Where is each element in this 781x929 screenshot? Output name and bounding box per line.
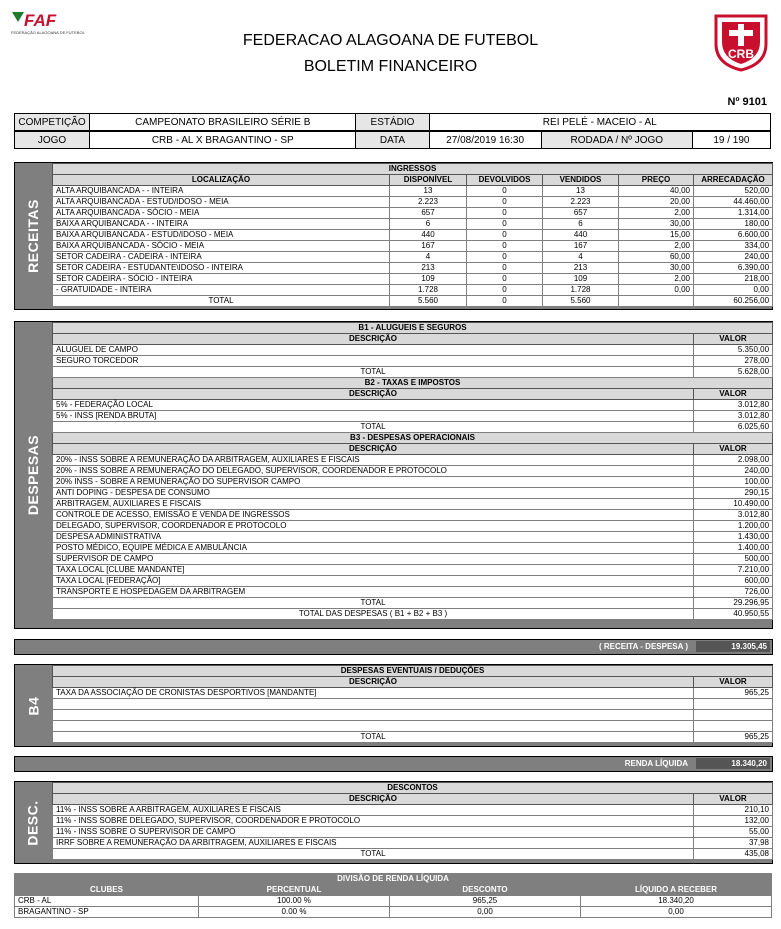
b4-side-label: B4 (25, 696, 41, 715)
column-header: LOCALIZAÇÃO (53, 175, 390, 186)
ingressos-title: INGRESSOS (53, 164, 773, 175)
descontos-side-label: DESC. (25, 799, 42, 846)
table-row: SETOR CADEIRA - SÓCIO - INTEIRA 109 0 109 2,00 218,00 (53, 274, 773, 285)
divisao-header-row (15, 885, 772, 896)
b3-title: B3 - DESPESAS OPERACIONAIS (53, 433, 773, 444)
crb-shield-icon (712, 12, 770, 72)
renda-label: RENDA LÍQUIDA (624, 759, 688, 768)
page-title: FEDERACAO ALAGOANA DE FUTEBOL (242, 32, 539, 49)
table-row: DELEGADO, SUPERVISOR, COORDENADOR E PROTOCOLO 1.200,00 (53, 521, 773, 532)
table-row: BAIXA ARQUIBANCADA - ESTUD/IDOSO - MEIA 440 0 440 15,00 6.600,00 (53, 230, 773, 241)
competicao-value: CAMPEONATO BRASILEIRO SÉRIE B (90, 114, 356, 131)
column-header: DESCONTO (390, 885, 581, 896)
table-row (53, 721, 773, 732)
table-row: CONTROLE DE ACESSO, EMISSÃO E VENDA DE INGRESSOS 3.012,80 (53, 510, 773, 521)
saldo-bar (14, 639, 773, 655)
ingressos-header-row (53, 175, 773, 186)
saldo-value: 19.305,45 (696, 641, 770, 652)
column-header: ARRECADAÇÃO (694, 175, 773, 186)
b4-section (14, 664, 773, 747)
table-row: 20% INSS - SOBRE A REMUNERAÇÃO DO SUPERVISOR CAMPO 100,00 (53, 477, 773, 488)
table-row: 20% - INSS SOBRE A REMUNERAÇÃO DO DELEGADO, SUPERVISOR, COORDENADOR E PROTOCOLO 240,00 (53, 466, 773, 477)
descontos-header-row: DESCRIÇÃO VALOR (53, 794, 773, 805)
table-row: ALTA ARQUIBANCADA - SÓCIO - MEIA 657 0 657 2,00 1.314,00 (53, 208, 773, 219)
svg-text:FEDERAÇÃO ALAGOANA DE FUTEBOL: FEDERAÇÃO ALAGOANA DE FUTEBOL (11, 30, 85, 35)
table-row: 5% - INSS [RENDA BRUTA] 3.012,80 (53, 411, 773, 422)
column-header: PREÇO (619, 175, 694, 186)
data-value: 27/08/2019 16:30 (429, 132, 541, 149)
column-header: VENDIDOS (543, 175, 619, 186)
b4-table (52, 665, 773, 743)
ingressos-table (52, 163, 773, 307)
table-row: IRRF SOBRE A REMUNERAÇÃO DA ARBITRAGEM, AUXILIARES E FISCAIS 37,98 (53, 838, 773, 849)
column-header: PERCENTUAL (199, 885, 390, 896)
data-label: DATA (356, 132, 429, 149)
b1-header-row: DESCRIÇÃO VALOR (53, 334, 773, 345)
jogo-label: JOGO (15, 132, 90, 149)
column-header: LÍQUIDO A RECEBER (581, 885, 772, 896)
crb-logo (712, 12, 770, 72)
ingressos-total-row: TOTAL 5.560 0 5.560 60.256,00 (53, 296, 773, 307)
b1-total-row: TOTAL 5.628,00 (53, 367, 773, 378)
b1-title: B1 - ALUGUEIS E SEGUROS (53, 323, 773, 334)
descontos-table (52, 782, 773, 860)
table-row: 11% - INSS SOBRE O SUPERVISOR DE CAMPO 55,00 (53, 827, 773, 838)
table-row: ALUGUEL DE CAMPO 5.350,00 (53, 345, 773, 356)
table-row: BAIXA ARQUIBANCADA - SÓCIO - MEIA 167 0 167 2,00 334,00 (53, 241, 773, 252)
table-row: POSTO MÉDICO, EQUIPE MÉDICA E AMBULÂNCIA 1.400,00 (53, 543, 773, 554)
divisao-title: DIVISÃO DE RENDA LÍQUIDA (15, 874, 772, 885)
document-number: Nº 9101 (727, 96, 767, 108)
table-row: TAXA DA ASSOCIAÇÃO DE CRONISTAS DESPORTIVOS [MANDANTE] 965,25 (53, 688, 773, 699)
competicao-label: COMPETIÇÃO (15, 114, 90, 131)
column-header: DEVOLVIDOS (467, 175, 543, 186)
table-row: ARBITRAGEM, AUXILIARES E FISCAIS 10.490,00 (53, 499, 773, 510)
page-subtitle: BOLETIM FINANCEIRO (303, 58, 478, 75)
table-row: TAXA LOCAL [FEDERAÇÃO] 600,00 (53, 576, 773, 587)
table-row: TAXA LOCAL [CLUBE MANDANTE] 7.210,00 (53, 565, 773, 576)
table-row (53, 710, 773, 721)
divisao-renda-table (14, 873, 772, 918)
table-row: SEGURO TORCEDOR 278,00 (53, 356, 773, 367)
table-row (53, 699, 773, 710)
match-info-table (14, 113, 771, 131)
b2-total-row: TOTAL 6.025,60 (53, 422, 773, 433)
jogo-value: CRB - AL X BRAGANTINO - SP (90, 132, 356, 149)
rodada-label: RODADA / Nº JOGO (541, 132, 692, 149)
b3-total-row: TOTAL 29.296,95 (53, 598, 773, 609)
b4-total-row: TOTAL 965,25 (53, 732, 773, 743)
despesas-table (52, 322, 773, 620)
descontos-title: DESCONTOS (53, 783, 773, 794)
renda-liquida-bar (14, 756, 773, 772)
b2-header-row: DESCRIÇÃO VALOR (53, 389, 773, 400)
b3-title-row (53, 433, 773, 444)
column-header: DISPONÍVEL (390, 175, 467, 186)
table-row: BRAGANTINO - SP 0.00 % 0,00 0,00 (15, 907, 772, 918)
svg-text:FAF: FAF (24, 11, 57, 30)
despesas-section (14, 321, 773, 629)
match-info-table-2 (14, 131, 771, 149)
table-row: 20% - INSS SOBRE A REMUNERAÇÃO DA ARBITRAGEM, AUXILIARES E FISCAIS 2.098,00 (53, 455, 773, 466)
b3-header-row: DESCRIÇÃO VALOR (53, 444, 773, 455)
descontos-total-row: TOTAL 435,08 (53, 849, 773, 860)
table-row: TRANSPORTE E HOSPEDAGEM DA ARBITRAGEM 726,00 (53, 587, 773, 598)
estadio-label: ESTÁDIO (356, 114, 429, 131)
despesas-side-label: DESPESAS (25, 434, 41, 516)
receitas-section (14, 162, 773, 310)
column-header: CLUBES (15, 885, 199, 896)
estadio-value: REI PELÉ - MACEIO - AL (429, 114, 770, 131)
descontos-section (14, 781, 773, 864)
receitas-side-label: RECEITAS (25, 199, 41, 273)
table-row: CRB - AL 100.00 % 965,25 18.340,20 (15, 896, 772, 907)
table-row: - GRATUIDADE - INTEIRA 1.728 0 1.728 0,00 0,00 (53, 285, 773, 296)
table-row: SETOR CADEIRA - CADEIRA - INTEIRA 4 0 4 60,00 240,00 (53, 252, 773, 263)
saldo-label: ( RECEITA - DESPESA ) (598, 642, 688, 651)
table-row: ALTA ARQUIBANCADA - - INTEIRA 13 0 13 40,00 520,00 (53, 186, 773, 197)
table-row: 11% - INSS SOBRE DELEGADO, SUPERVISOR, COORDENADOR E PROTOCOLO 132,00 (53, 816, 773, 827)
rodada-value: 19 / 190 (692, 132, 770, 149)
table-row: ANTI DOPING - DESPESA DE CONSUMO 290,15 (53, 488, 773, 499)
table-row: 5% - FEDERAÇÃO LOCAL 3.012,80 (53, 400, 773, 411)
b4-header-row: DESCRIÇÃO VALOR (53, 677, 773, 688)
table-row: DESPESA ADMINISTRATIVA 1.430,00 (53, 532, 773, 543)
b2-title: B2 - TAXAS E IMPOSTOS (53, 378, 773, 389)
table-row: ALTA ARQUIBANCADA - ESTUD/IDOSO - MEIA 2.223 0 2.223 20,00 44.460,00 (53, 197, 773, 208)
svg-text:CRB: CRB (728, 47, 754, 61)
table-row: SETOR CADEIRA - ESTUDANTE\IDOSO - INTEIRA 213 0 213 30,00 6.390,00 (53, 263, 773, 274)
table-row: SUPERVISOR DE CAMPO 500,00 (53, 554, 773, 565)
b4-title: DESPESAS EVENTUAIS / DEDUÇÕES (53, 666, 773, 677)
b2-title-row (53, 378, 773, 389)
b1-title-row (53, 323, 773, 334)
table-row: BAIXA ARQUIBANCADA - - INTEIRA 6 0 6 30,00 180,00 (53, 219, 773, 230)
table-row: 11% - INSS SOBRE A ARBITRAGEM, AUXILIARES E FISCAIS 210,10 (53, 805, 773, 816)
renda-value: 18.340,20 (696, 758, 770, 769)
despesas-grand-total-row: TOTAL DAS DESPESAS ( B1 + B2 + B3 ) 40.950,55 (53, 609, 773, 620)
